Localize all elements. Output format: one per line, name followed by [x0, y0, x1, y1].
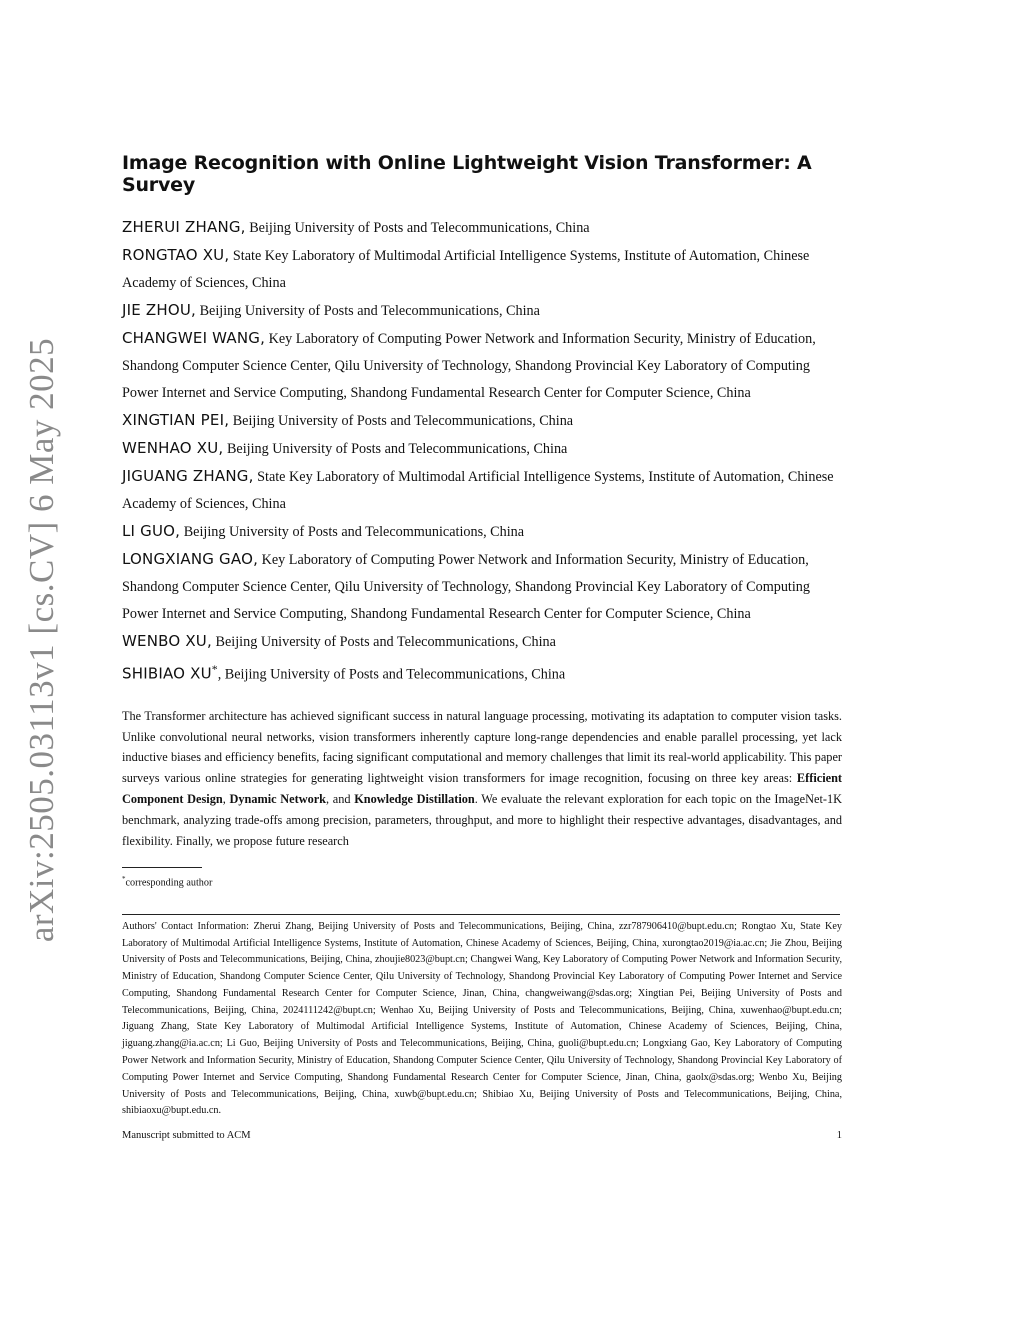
abstract-text: The Transformer architecture has achieved significant success in natural language processing, motivating its adaptation to computer vision tasks. Unlike convolutional neural networks, vision transformers inherently capture long-range dependencies and enable parallel processing, yet lack inductive biases and efficiency benefits, facing significant computational and memory challenges that limit its real-world applicability. This paper surveys various online strategies for generating lightweight vision transformers for image recognition, focusing on three key areas:	[122, 708, 842, 786]
abstract-keyword: Efficient Component Design	[122, 771, 842, 806]
author-affiliation: Beijing University of Posts and Telecommunications, China	[183, 524, 525, 540]
author-affiliation: Beijing University of Posts and Telecommunications, China	[199, 303, 540, 319]
footnote-marker: *	[122, 875, 126, 884]
footnote-text: corresponding author	[125, 877, 213, 889]
abstract-keyword: Dynamic Network	[229, 791, 327, 806]
author-list	[122, 214, 842, 689]
author-name: LONGXIANG GAO,	[122, 550, 259, 568]
author-affiliation: Beijing University of Posts and Telecommunications, China	[249, 220, 590, 236]
author-name: CHANGWEI WANG,	[122, 329, 266, 347]
author-name: ZHERUI ZHANG,	[122, 218, 246, 236]
abstract	[122, 706, 842, 852]
author-affiliation: State Key Laboratory of Multimodal Artificial Intelligence Systems, Institute of Automation, Chinese Academy of Sciences, China	[122, 469, 834, 512]
abstract-keyword: Knowledge Distillation	[354, 791, 475, 806]
submission-note: Manuscript submitted to ACM	[122, 1130, 251, 1142]
author-affiliation: Beijing University of Posts and Telecommunications, China	[226, 441, 568, 457]
author-entry	[122, 518, 842, 546]
author-name: WENHAO XU,	[122, 439, 224, 457]
author-name: JIE ZHOU,	[122, 301, 197, 319]
author-name: LI GUO,	[122, 522, 181, 540]
paper-title: Image Recognition with Online Lightweight Vision Transformer: A Survey	[122, 152, 812, 196]
abstract-text: . We evaluate the relevant exploration for each topic on the ImageNet-1K benchmark, analyzing trade-offs among precision, parameters, throughput, and more to highlight their respective advantages, disadvantages, and flexibility. Finally, we propose future research	[122, 791, 843, 848]
author-name: JIGUANG ZHANG,	[122, 467, 254, 485]
author-entry	[122, 435, 842, 463]
author-name: WENBO XU,	[122, 632, 212, 650]
abstract-separator: ,	[222, 791, 230, 806]
author-name: SHIBIAO XU	[122, 664, 212, 683]
author-entry	[122, 546, 842, 628]
author-affiliation: , Beijing University of Posts and Telecommunications, China	[217, 666, 566, 683]
author-entry	[122, 242, 842, 297]
footnote	[122, 875, 842, 888]
author-entry	[122, 214, 842, 242]
author-entry	[122, 656, 842, 689]
author-name: XINGTIAN PEI,	[122, 411, 230, 429]
contact-info: Authors' Contact Information: Zherui Zhang, Beijing University of Posts and Telecommunications, Beijing, China, zzr787906410@bupt.edu.cn; Rongtao Xu, State Key Laboratory of Multimodal Artificial Intelligence Systems, Institute of Automation, Chinese Academy of Sciences, Beijing, China, xurongtao2019@ia.ac.cn; Jie Zhou, Beijing University of Posts and Telecommunications, Beijing, China, zhoujie8023@bupt.cn; Changwei Wang, Key Laboratory of Computing Power Network and Information Security, Ministry of Education, Shandong Computer Science Center, Qilu University of Technology, Shandong Provincial Key Laboratory of Computing Power Internet and Service Computing, Shandong Fundamental Research Center for Computer Science, Jinan, China, changweiwang@sdas.org; Xingtian Pei, Beijing University of Posts and Telecommunications, Beijing, China, 2024111242@bupt.cn; Wenhao Xu, Beijing University of Posts and Telecommunications, Beijing, China, xuwenhao@bupt.edu.cn; Jiguang Zhang, State Key Laboratory of Multimodal Artificial Intelligence Systems, Institute of Automation, Chinese Academy of Sciences, Beijing, China, jiguang.zhang@ia.ac.cn; Li Guo, Beijing University of Posts and Telecommunications, Beijing, China, guoli@bupt.edu.cn; Longxiang Gao, Key Laboratory of Computing Power Network and Information Security, Ministry of Education, Shandong Computer Science Center, Qilu University of Technology, Shandong Provincial Key Laboratory of Computing Power Internet and Service Computing, Shandong Fundamental Research Center for Computer Science, Jinan, China, gaolx@sdas.org; Wenbo Xu, Beijing University of Posts and Telecommunications, Beijing, China, xuwb@bupt.edu.cn; Shibiao Xu, Beijing University of Posts and Telecommunications, Beijing, China, shibiaoxu@bupt.edu.cn.	[122, 920, 842, 1117]
author-affiliation: Beijing University of Posts and Telecommunications, China	[215, 634, 556, 650]
page-number: 1	[836, 1130, 842, 1142]
author-entry	[122, 463, 842, 518]
author-affiliation: Beijing University of Posts and Telecommunications, China	[232, 413, 574, 429]
author-entry	[122, 407, 842, 435]
author-affiliation: Key Laboratory of Computing Power Network and Information Security, Ministry of Education, Shandong Computer Science Center, Qilu University of Technology, Shandong Provincial Key Laboratory of Computing Power Internet and Service Computing, Shandong Fundamental Research Center for Computer Science, China	[122, 552, 810, 622]
paper-page	[122, 152, 842, 1141]
page-footer	[122, 1130, 842, 1141]
contact-divider	[122, 914, 840, 915]
author-entry	[122, 325, 842, 407]
author-name: RONGTAO XU,	[122, 246, 230, 264]
author-affiliation: State Key Laboratory of Multimodal Artificial Intelligence Systems, Institute of Automation, Chinese Academy of Sciences, China	[122, 248, 810, 291]
corresponding-marker: *	[211, 662, 218, 676]
author-entry	[122, 628, 842, 656]
footnote-divider	[122, 867, 202, 868]
author-affiliation: Key Laboratory of Computing Power Network and Information Security, Ministry of Education, Shandong Computer Science Center, Qilu University of Technology, Shandong Provincial Key Laboratory of Computing Power Internet and Service Computing, Shandong Fundamental Research Center for Computer Science, China	[122, 331, 816, 401]
author-entry	[122, 297, 842, 325]
arxiv-sidebar	[14, 337, 70, 943]
arxiv-id-label: arXiv:2505.03113v1 [cs.CV] 6 May 2025	[22, 337, 62, 943]
abstract-separator: , and	[326, 791, 355, 806]
